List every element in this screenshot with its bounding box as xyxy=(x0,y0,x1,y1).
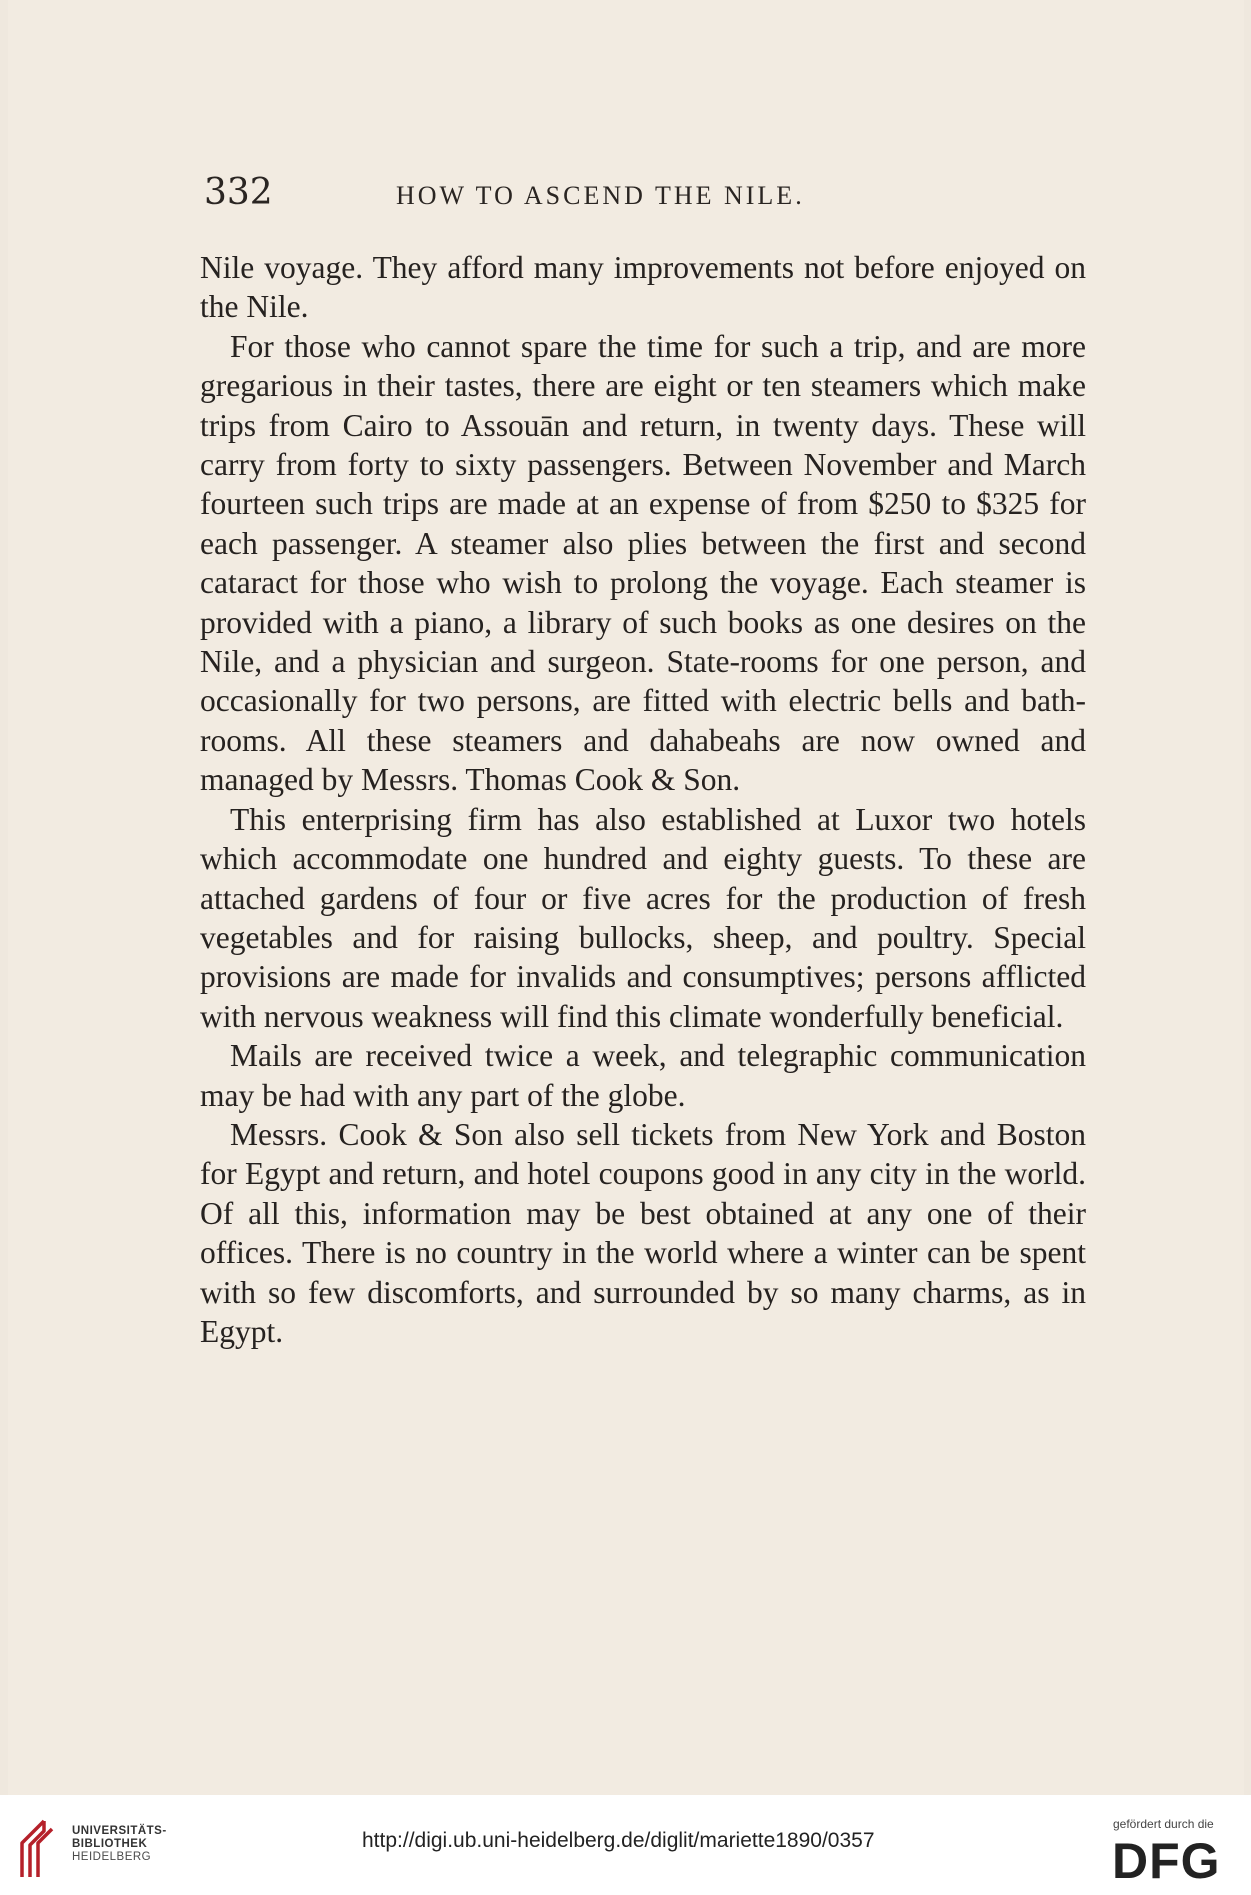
library-name-line2: BIBLIOTHEK xyxy=(72,1838,148,1850)
book-page xyxy=(8,0,1244,1795)
digitization-footer xyxy=(0,1795,1251,1895)
library-name xyxy=(72,1825,167,1864)
page-header xyxy=(200,172,1092,222)
page-number: 332 xyxy=(204,172,273,213)
library-logo-icon xyxy=(14,1817,60,1881)
paragraph-mails: Mails are received twice a week, and telegraphic communication may be had with any part of the globe. xyxy=(200,1038,1086,1113)
paragraph-steamers: For those who cannot spare the time for such a trip, and are more gregarious in their tastes, there are eight or ten steamers which make trips from Cairo to Assouān and return, in twenty days. These will carry from forty to sixty passengers. Between November and March fourteen such trips are made at an expense of from $250 to $325 for each passenger. A steamer also plies between the first and second cataract for those who wish to prolong the voyage. Each steamer is provided with a piano, a library of such books as one desires on the Nile, and a physician and surgeon. State-rooms for one person, and occasionally for two persons, are fitted with electric bells and bath-rooms. All these steamers and dahabeahs are now owned and managed by Messrs. Thomas Cook & Son. xyxy=(200,328,1086,798)
library-name-line1: UNIVERSITÄTS- xyxy=(72,1825,167,1837)
library-name-line3: HEIDELBERG xyxy=(72,1851,152,1863)
body-text xyxy=(200,248,1086,1351)
paragraph-hotels: This enterprising firm has also established at Luxor two hotels which accommodate one hundred and eighty guests. To these are attached gardens of four or five acres for the production of fresh vegetables and for raising bullocks, sheep, and poultry. Special provisions are made for invalids and consumptives; persons afflicted with nervous weakness will find this climate wonderfully beneficial. xyxy=(200,801,1086,1034)
paragraph-tickets: Messrs. Cook & Son also sell tickets from New York and Boston for Egypt and return, and hotel coupons good in any city in the world. Of all this, information may be best obtained at any one of their offices. There is no country in the world where a winter can be spent with so few discomforts, and surrounded by so many charms, as in Egypt. xyxy=(200,1116,1086,1349)
funding-label: gefördert durch die xyxy=(1113,1817,1214,1831)
dfg-logo: DFG xyxy=(1112,1833,1221,1889)
paragraph-continuation: Nile voyage. They afford many improvements not before enjoyed on the Nile. xyxy=(200,250,1086,325)
running-title: HOW TO ASCEND THE NILE. xyxy=(396,181,805,210)
permalink-url[interactable]: http://digi.ub.uni-heidelberg.de/diglit/mariette1890/0357 xyxy=(362,1829,875,1852)
